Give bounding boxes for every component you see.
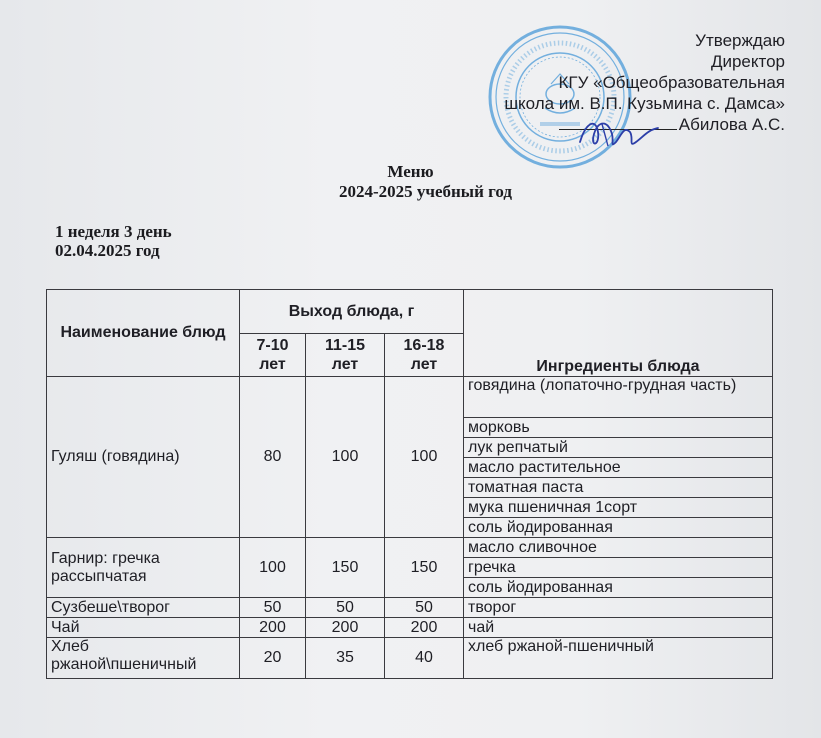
table-row (47, 638, 773, 679)
dish-name: Гуляш (говядина) (47, 377, 240, 538)
header-age-7-10: 7-10 лет (240, 334, 306, 377)
menu-meta (55, 222, 172, 260)
header-yield: Выход блюда, г (240, 290, 464, 334)
table-row (47, 377, 773, 418)
ingredient: чай (464, 618, 773, 638)
yield-7-10: 80 (240, 377, 306, 538)
header-age-11-15: 11-15 лет (306, 334, 385, 377)
yield-7-10: 200 (240, 618, 306, 638)
ingredient: творог (464, 598, 773, 618)
header-age-16-18: 16-18 лет (385, 334, 464, 377)
approval-org: КГУ «Общеобразовательная (558, 73, 785, 92)
ingredient: соль йодированная (464, 518, 773, 538)
yield-11-15: 100 (306, 377, 385, 538)
ingredient: мука пшеничная 1сорт (464, 498, 773, 518)
approval-school: школа им. В.П. Кузьмина с. Дамса» (504, 94, 785, 113)
header-dish-name: Наименование блюд (47, 290, 240, 377)
table-row (47, 538, 773, 558)
ingredient: говядина (лопаточно-грудная часть) (464, 377, 773, 418)
ingredient: лук репчатый (464, 438, 773, 458)
title-year: 2024-2025 учебный год (338, 182, 513, 201)
approval-approve: Утверждаю (695, 31, 785, 50)
ingredient: масло растительное (464, 458, 773, 478)
yield-16-18: 150 (385, 538, 464, 598)
menu-table (46, 289, 773, 679)
dish-name: Чай (47, 618, 240, 638)
menu-date: 02.04.2025 год (55, 241, 160, 260)
dish-name: Гарнир: гречка рассыпчатая (47, 538, 240, 598)
dish-name: Сузбеше\творог (47, 598, 240, 618)
ingredient: хлеб ржаной-пшеничный (464, 638, 773, 679)
approval-signer: Абилова А.С. (678, 115, 785, 134)
ingredient: соль йодированная (464, 578, 773, 598)
handwritten-signature (572, 112, 662, 154)
title-menu: Меню (387, 162, 434, 181)
yield-16-18: 100 (385, 377, 464, 538)
header-row-1 (47, 290, 773, 334)
yield-7-10: 100 (240, 538, 306, 598)
yield-11-15: 200 (306, 618, 385, 638)
yield-11-15: 150 (306, 538, 385, 598)
approval-position: Директор (710, 52, 785, 71)
table-row (47, 598, 773, 618)
ingredient: морковь (464, 418, 773, 438)
table-row (47, 618, 773, 638)
yield-7-10: 20 (240, 638, 306, 679)
ingredient: гречка (464, 558, 773, 578)
ingredient: масло сливочное (464, 538, 773, 558)
ingredient: томатная паста (464, 478, 773, 498)
yield-7-10: 50 (240, 598, 306, 618)
yield-11-15: 50 (306, 598, 385, 618)
dish-name: Хлеб ржаной\пшеничный (47, 638, 240, 679)
yield-16-18: 200 (385, 618, 464, 638)
header-ingredients: Ингредиенты блюда (464, 290, 773, 377)
yield-16-18: 50 (385, 598, 464, 618)
yield-16-18: 40 (385, 638, 464, 679)
yield-11-15: 35 (306, 638, 385, 679)
week-day: 1 неделя 3 день (55, 222, 172, 241)
document-title (0, 162, 821, 202)
